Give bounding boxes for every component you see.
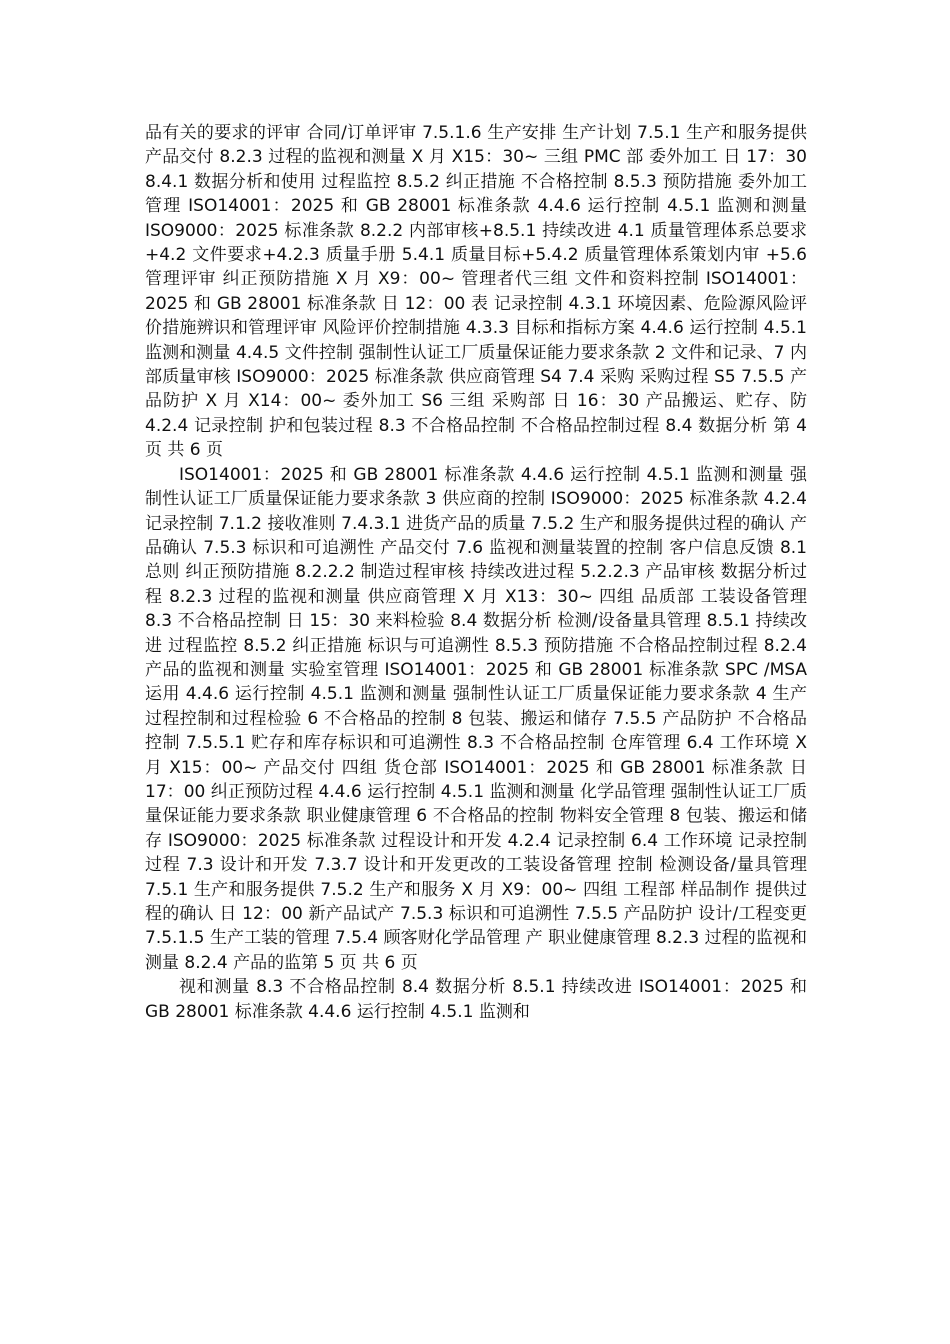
- paragraph-2: ISO14001：2025 和 GB 28001 标准条款 4.4.6 运行控制 4.5.1 监测和测量 强制性认证工厂质量保证能力要求条款 3 供应商的控制 ISO9000：2025 标准条款 4.2.4 记录控制 7.1.2 接收准则 7.4.3.1 进货产品的质量 7.5.2 生产和服务提供过程的确认 产品确认 7.5.3 标识和可追溯性 产品交付 7.6 监视和测量装置的控制 客户信息反馈 8.1 总则 纠正预防措施 8.2.2.2 制造过程审核 持续改进过程 5.2.2.3 产品审核 数据分析过程 8.2.3 过程的监视和测量 供应商管理 X 月 X13：30~ 四组 品质部 工装设备管理 8.3 不合格品控制 日 15：30 来料检验 8.4 数据分析 检测/设备量具管理 8.5.1 持续改进 过程监控 8.5.2 纠正措施 标识与可追溯性 8.5.3 预防措施 不合格品控制过程 8.2.4 产品的监视和测量 实验室管理 ISO14001：2025 和 GB 28001 标准条款 SPC /MSA 运用 4.4.6 运行控制 4.5.1 监测和测量 强制性认证工厂质量保证能力要求条款 4 生产过程控制和过程检验 6 不合格品的控制 8 包装、搬运和储存 7.5.5 产品防护 不合格品控制 7.5.5.1 贮存和库存标识和可追溯性 8.3 不合格品控制 仓库管理 6.4 工作环境 X 月 X15：00~ 产品交付 四组 货仓部 ISO14001：2025 和 GB 28001 标准条款 日 17：00 纠正预防过程 4.4.6 运行控制 4.5.1 监测和测量 化学品管理 强制性认证工厂质量保证能力要求条款 职业健康管理 6 不合格品的控制 物料安全管理 8 包装、搬运和储存 ISO9000：2025 标准条款 过程设计和开发 4.2.4 记录控制 6.4 工作环境 记录控制过程 7.3 设计和开发 7.3.7 设计和开发更改的工装设备管理 控制 检测设备/量具管理 7.5.1 生产和服务提供 7.5.2 生产和服务 X 月 X9：00~ 四组 工程部 样品制作 提供过程的确认 日 12：00 新产品试产 7.5.3 标识和可追溯性 7.5.5 产品防护 设计/工程变更 7.5.1.5 生产工装的管理 7.5.4 顾客财化学品管理 产 职业健康管理 8.2.3 过程的监视和测量 8.2.4 产品的监第 5 页 共 6 页: [145, 464, 807, 973]
- document-body: [145, 121, 807, 1024]
- paragraph-3: 视和测量 8.3 不合格品控制 8.4 数据分析 8.5.1 持续改进 ISO14001：2025 和 GB 28001 标准条款 4.4.6 运行控制 4.5.1 监测和: [145, 977, 807, 1022]
- paragraph-1: 品有关的要求的评审 合同/订单评审 7.5.1.6 生产安排 生产计划 7.5.1 生产和服务提供 产品交付 8.2.3 过程的监视和测量 X 月 X15：30~ 三组 PMC 部 委外加工 日 17：30 8.4.1 数据分析和使用 过程监控 8.5.2 纠正措施 不合格控制 8.5.3 预防措施 委外加工管理 ISO14001：2025 和 GB 28001 标准条款 4.4.6 运行控制 4.5.1 监测和测量 ISO9000：2025 标准条款 8.2.2 内部审核+8.5.1 持续改进 4.1 质量管理体系总要求+4.2 文件要求+4.2.3 质量手册 5.4.1 质量目标+5.4.2 质量管理体系策划内审 +5.6 管理评审 纠正预防措施 X 月 X9：00~ 管理者代三组 文件和资料控制 ISO14001：2025 和 GB 28001 标准条款 日 12：00 表 记录控制 4.3.1 环境因素、危险源风险评价措施辨识和管理评审 风险评价控制措施 4.3.3 目标和指标方案 4.4.6 运行控制 4.5.1 监测和测量 4.4.5 文件控制 强制性认证工厂质量保证能力要求条款 2 文件和记录、7 内部质量审核 ISO9000：2025 标准条款 供应商管理 S4 7.4 采购 采购过程 S5 7.5.5 产品防护 X 月 X14：00~ 委外加工 S6 三组 采购部 日 16：30 产品搬运、贮存、防 4.2.4 记录控制 护和包装过程 8.3 不合格品控制 不合格品控制过程 8.4 数据分析 第 4 页 共 6 页: [145, 123, 807, 461]
